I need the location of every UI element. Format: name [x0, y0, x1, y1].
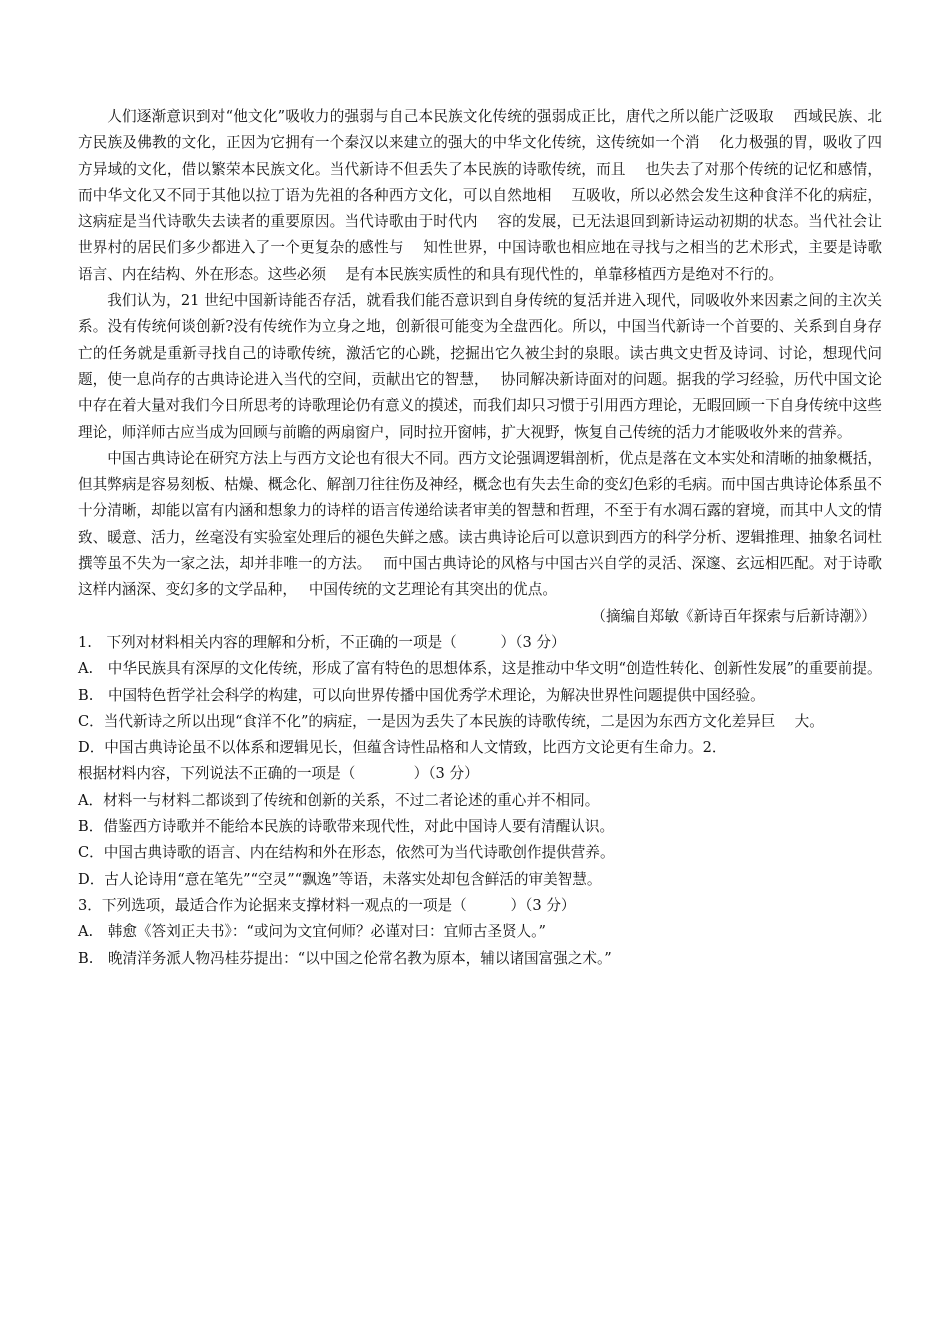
passage-paragraph-2: 我们认为，21 世纪中国新诗能否存活，就看我们能否意识到自身传统的复活并进入现代，同吸收外来因素之间的主次关系。没有传统何谈创新?没有传统作为立身之地，创新很可能变为全盘西化。所以，中国当代新诗一个首要的、关系到自身存亡的任务就是重新寻找自己的诗歌传统，激活它的心跳，挖掘出它久被尘封的泉眼。读古典文史哲及诗词、讨论，想现代问题，使一息尚存的古典诗论进入当代的空间，贡献出它的智慧， 协同解决新诗面对的问题。据我的学习经验，历代中国文论中存在着大量对我们今日所思考的诗歌理论仍有意义的摸述，而我们却只习惯于引用西方理论，无暇回顾一下自身传统中这些理论，师洋师古应当成为回顾与前瞻的两扇窗户，同时拉开窗帏，扩大视野，恢复自己传统的活力才能吸收外来的营养。 [78, 292, 882, 441]
passage-paragraph-1: 人们逐渐意识到对“他文化”吸收力的强弱与自己本民族文化传统的强弱成正比，唐代之所以能广泛吸取 西域民族、北方民族及佛教的文化，正因为它拥有一个秦汉以来建立的强大的中华文化传统，这传统如一个消 化力极强的胃，吸收了四方异域的文化，借以繁荣本民族文化。当代新诗不但丢失了本民族的诗歌传统，而且 也失去了对那个传统的记忆和感情，而中华文化又不同于其他以拉丁语为先祖的各种西方文化，可以自然地相 互吸收，所以必然会发生这种食洋不化的病症，这病症是当代诗歌失去读者的重要原因。当代诗歌由于时代内 容的发展，已无法退回到新诗运动初期的状态。当代社会让世界村的居民们多少都进入了一个更复杂的感性与 知性世界，中国诗歌也相应地在寻找与之相当的艺术形式，主要是诗歌语言、内在结构、外在形态。这些必须 是有本民族实质性的和具有现代性的，单靠移植西方是绝对不行的。 [78, 108, 882, 283]
option-c: C．当代新诗之所以出现“食洋不化”的病症，一是因为丢失了本民族的诗歌传统，二是因为东西方文化差异巨 大。 [78, 712, 824, 730]
option-a: A. 韩愈《答刘正夫书》：“或问为文宜何师？必谨对曰：宜师古圣贤人。” [78, 923, 546, 941]
document-page [78, 104, 882, 972]
passage-source: （摘编自郑敏《新诗百年探索与后新诗潮》） [591, 607, 876, 625]
reading-passage [78, 104, 882, 630]
passage-paragraph-3: 中国古典诗论在研究方法上与西方文论也有很大不同。西方文论强调逻辑剖析，优点是落在文本实处和清晰的抽象概括，但其弊病是容易刻板、枯燥、概念化、解剖刀往往伤及神经，概念也有失去生命的变幻色彩的毛病。而中国古典诗论体系虽不十分清晰，却能以富有内涵和想象力的诗样的语言传递给读者审美的智慧和哲理，不至于有水凋石露的窘境，而其中人文的情致、暖意、活力，丝毫没有实验室处理后的褪色失鲜之感。读古典诗论后可以意识到西方的科学分析、逻辑推理、抽象名词杜撰等虽不失为一家之法，却并非唯一的方法。 而中国古典诗论的风格与中国古兴自学的灵活、深邃、玄远相匹配。对于诗歌这样内涵深、变幻多的文学品种， 中国传统的文艺理论有其突出的优点。 [78, 449, 882, 599]
option-a: A. 中华民族具有深厚的文化传统，形成了富有特色的思想体系，这是推动中华文明“创造性转化、创新性发展”的重要前提。 [78, 660, 882, 678]
option-b: B. 晚清洋务派人物冯桂芬提出：“以中国之伦常名教为原本，辅以诸国富强之术。” [78, 949, 612, 967]
option-d: D．中国古典诗论虽不以体系和逻辑见长，但蕴含诗性品格和人文情致，比西方文论更有生命力。2． [78, 739, 727, 757]
question-stem: 3．下列选项，最适合作为论据来支撑材料一观点的一项是（ ）（3 分） [78, 896, 576, 914]
option-a: A．材料一与材料二都谈到了传统和创新的关系，不过二者论述的重心并不相同。 [78, 791, 600, 809]
question-3 [78, 893, 882, 972]
question-stem: 1. 下列对材料相关内容的理解和分析，不正确的一项是（ ）（3 分） [78, 633, 566, 651]
option-d: D．古人论诗用“意在笔先”“空灵”“飘逸”等语，未落实处却包含鲜活的审美智慧。 [78, 870, 602, 888]
question-2 [78, 761, 882, 892]
question-1 [78, 630, 882, 761]
option-b: B. 中国特色哲学社会科学的构建，可以向世界传播中国优秀学术理论，为解决世界性问题提供中国经验。 [78, 686, 765, 704]
question-stem: 根据材料内容，下列说法不正确的一项是（ ）（3 分） [78, 765, 479, 783]
option-c: C．中国古典诗歌的语言、内在结构和外在形态，依然可为当代诗歌创作提供营养。 [78, 844, 615, 862]
option-b: B．借鉴西方诗歌并不能给本民族的诗歌带来现代性，对此中国诗人要有清醒认识。 [78, 818, 615, 836]
